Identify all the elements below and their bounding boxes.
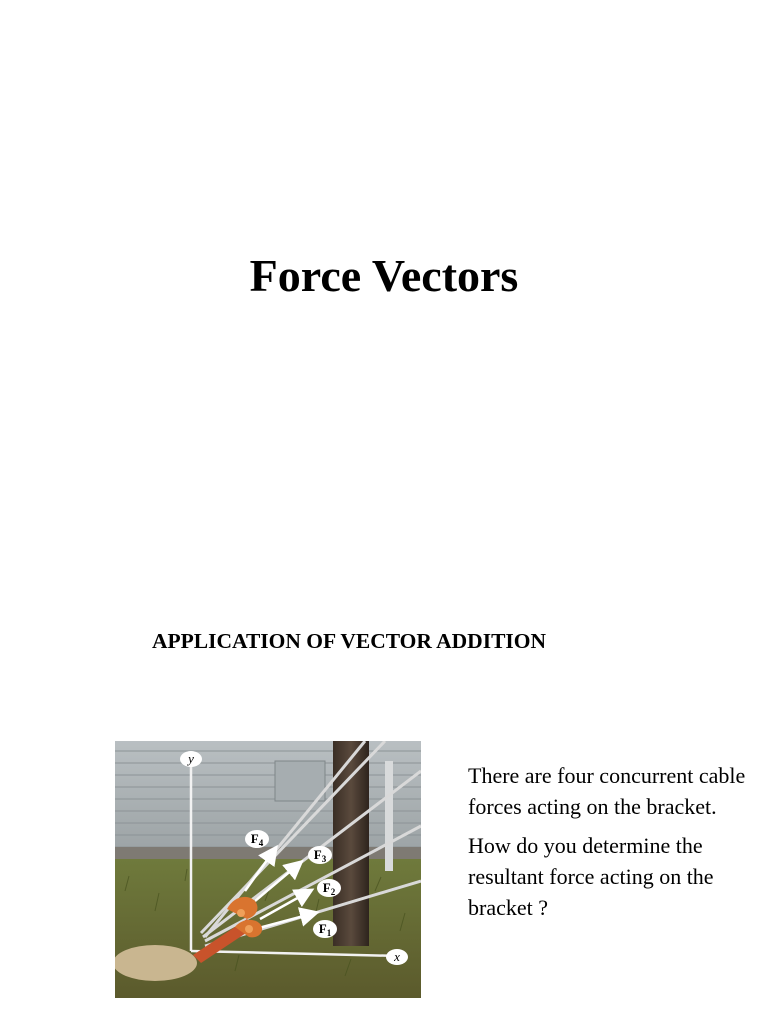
caption-question: How do you determine the resultant force acting on the bracket ? xyxy=(468,833,714,920)
force-label-f1 xyxy=(313,920,337,938)
slide-title: Force Vectors xyxy=(249,250,519,301)
svg-text:F1: $F_1$ xyxy=(318,921,332,938)
caption xyxy=(468,760,758,931)
bracket-photo xyxy=(115,741,421,998)
force-label-f3 xyxy=(308,846,332,864)
pipe xyxy=(385,761,393,871)
section-heading: APPLICATION OF VECTOR ADDITION xyxy=(152,629,547,653)
svg-text:F2: $F_2$ xyxy=(322,880,336,897)
svg-text:y: y xyxy=(188,751,194,766)
force-label-f4 xyxy=(245,830,269,848)
x-axis-label xyxy=(386,949,408,965)
siding-background xyxy=(115,741,421,861)
y-axis-label xyxy=(180,751,202,767)
svg-text:F4: $F_4$ xyxy=(250,831,264,848)
force-label-f2 xyxy=(317,879,341,897)
svg-text:x: x xyxy=(394,949,400,964)
rock xyxy=(115,945,197,981)
window xyxy=(275,761,325,801)
caption-statement: There are four concurrent cable forces acting on the bracket. xyxy=(468,763,746,819)
svg-text:F3: $F_3$ xyxy=(313,847,327,864)
